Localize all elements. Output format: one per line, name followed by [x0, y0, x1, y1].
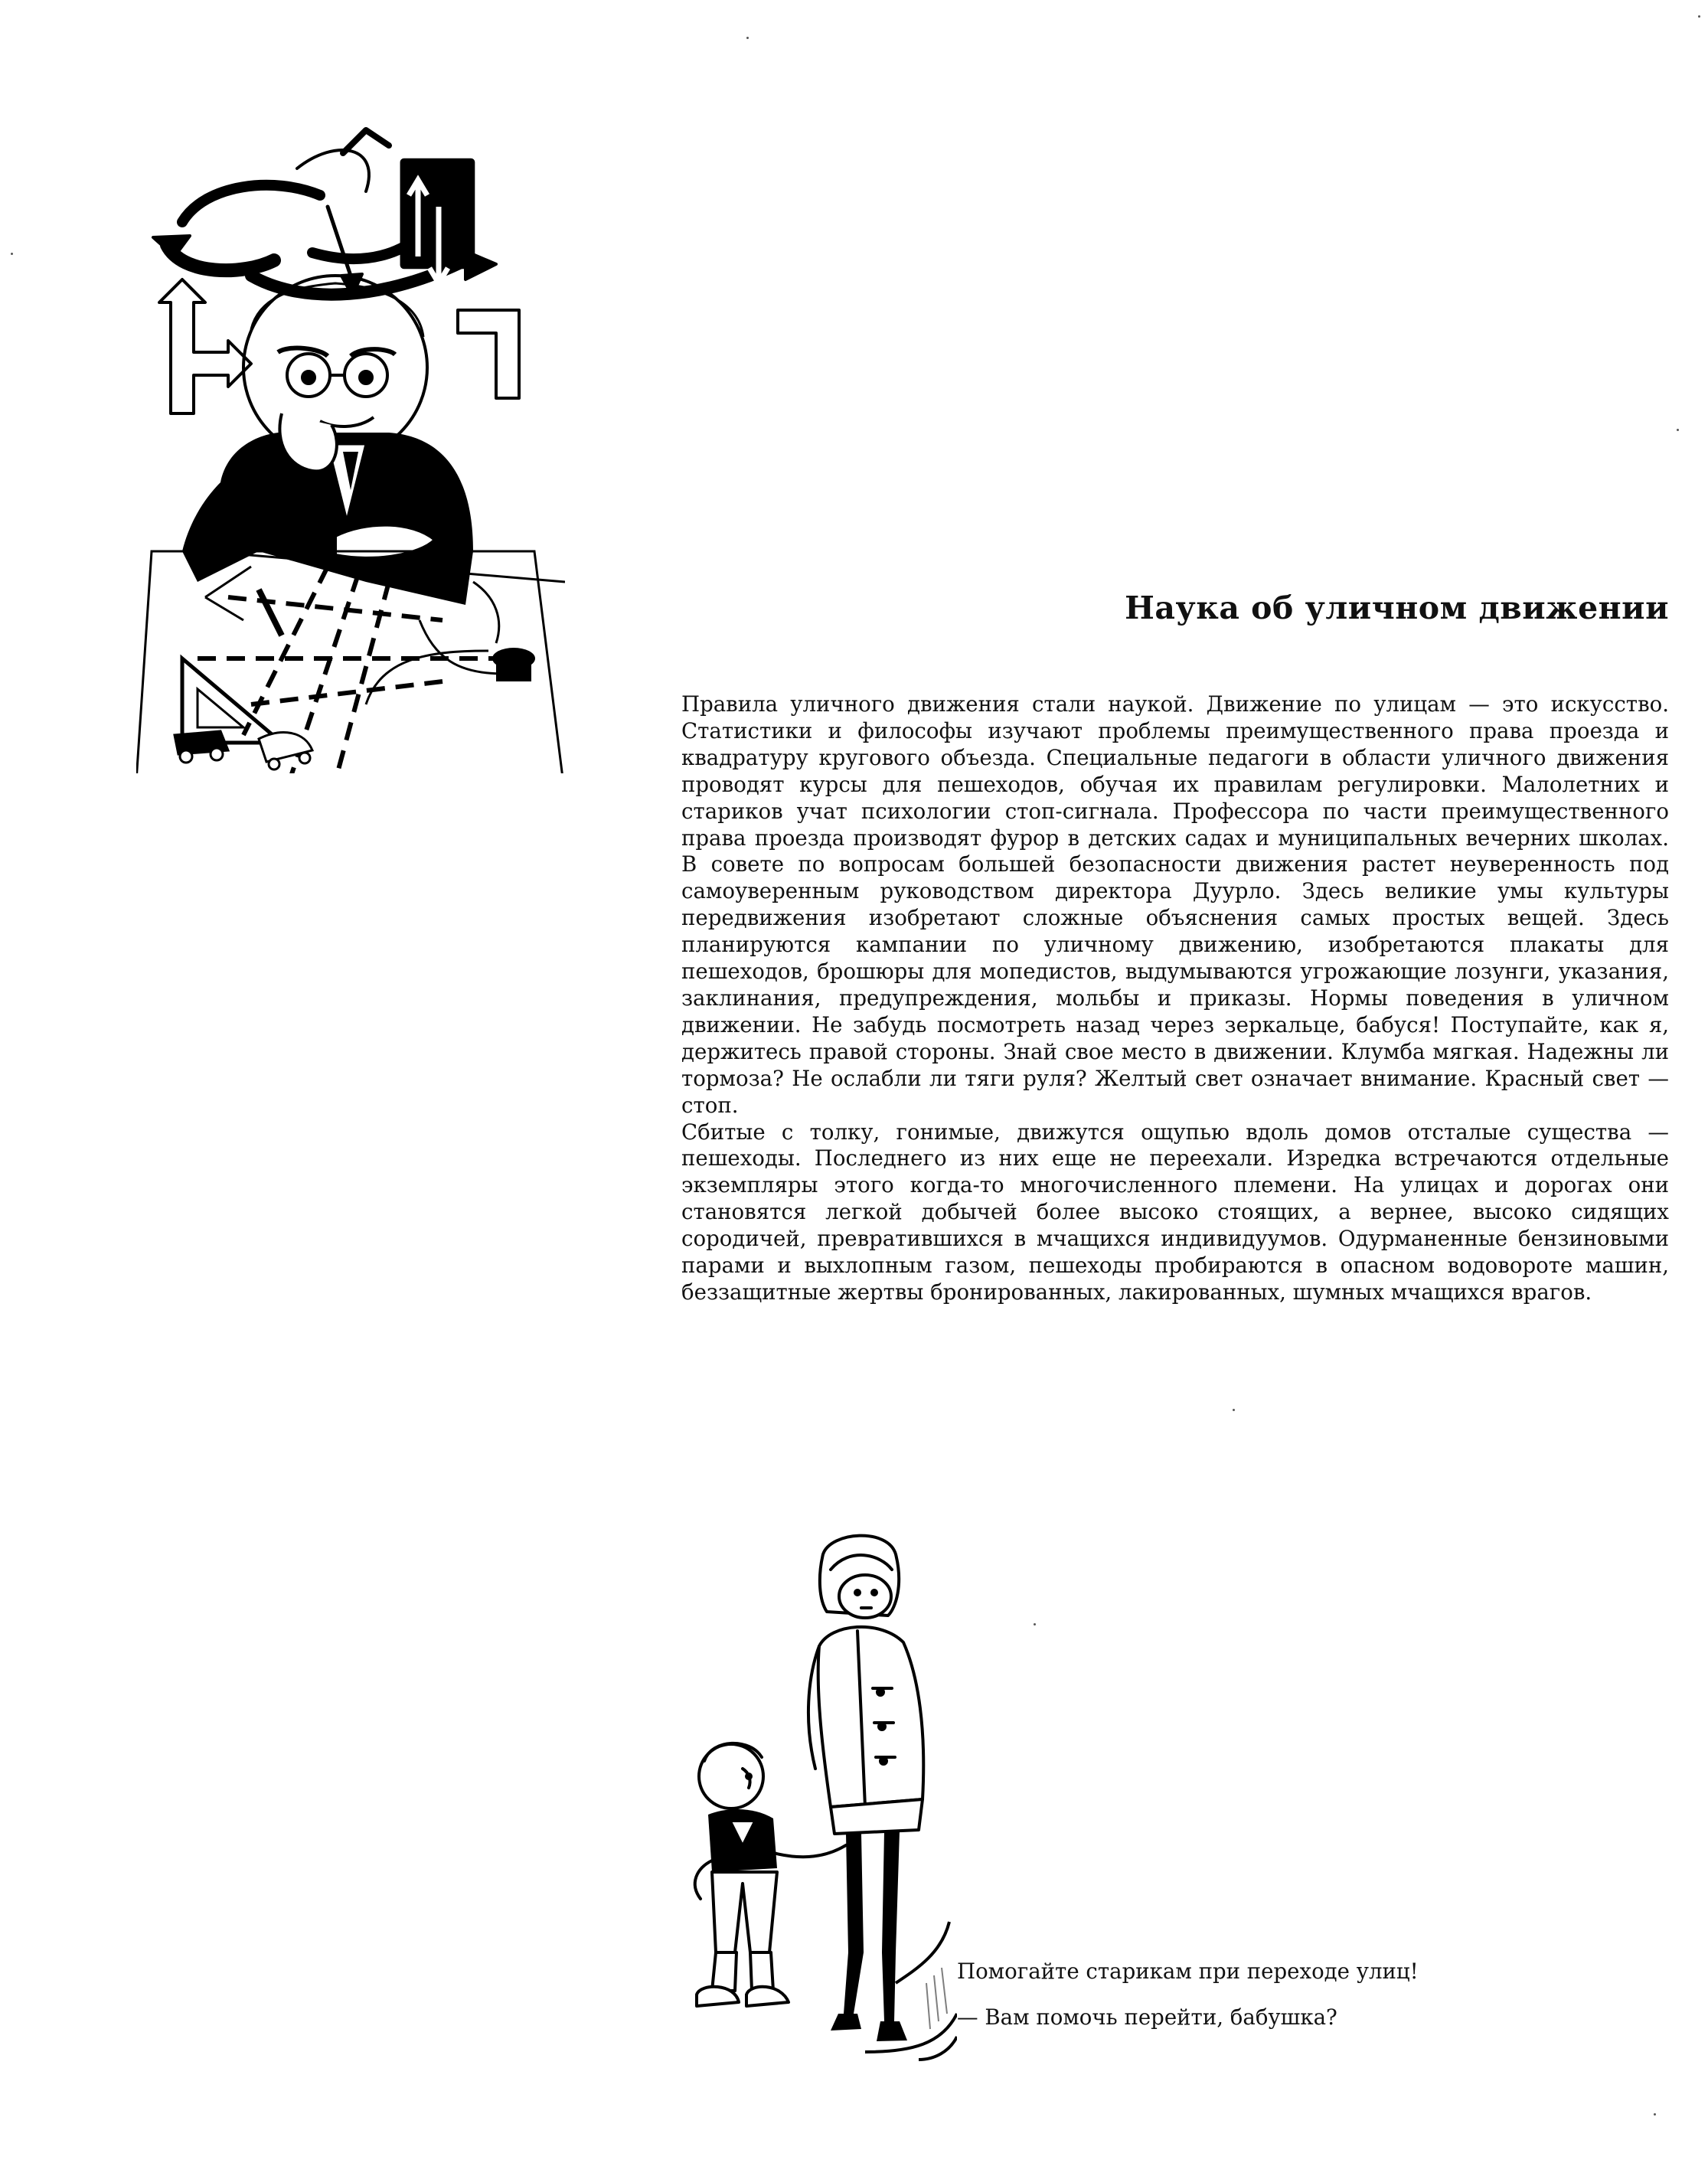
print-speck — [1654, 2113, 1656, 2116]
article-body — [681, 691, 1669, 1306]
print-speck — [1233, 1409, 1235, 1411]
boy-and-woman-illustration — [666, 1524, 957, 2090]
print-speck — [1677, 429, 1679, 431]
print-speck — [11, 253, 13, 255]
illustration-caption — [957, 1958, 1432, 2050]
article-paragraph: Правила уличного движения стали наукой. Движение по улицам — это искусство. Статистики и философы изучают проблемы преимущественного права проезда и квадратуру кругового объезда. Специальные педагоги в области уличного движения проводят курсы для пешеходов, обучая их правилам регулировки. Малолетних и стариков учат психологии стоп-сигнала. Профессора по части преимущественного права проезда производят фурор в детских садах и муниципальных вечерних школах. В совете по вопросам большей безопасности движения растет неуверенность под самоуверенным руководством директора Дуурло. Здесь великие умы культуры передвижения изобретают сложные объяснения самых простых вещей. Здесь планируются кампании по уличному движению, изобретаются плакаты для пешеходов, брошюры для мопедистов, выдумываются угрожающие лозунги, указания, заклинания, предупреждения, мольбы и приказы. Нормы поведения в уличном движении. Не забудь посмотреть назад через зеркальце, бабуся! Поступайте, как я, держитесь правой стороны. Знай свое место в движении. Клумба мягкая. Надежны ли тормоза? Не ослабли ли тяги руля? Желтый свет означает внимание. Красный свет — стоп. — [681, 691, 1669, 1118]
caption-line: Помогайте старикам при переходе улиц! — [957, 1959, 1419, 1984]
print-speck — [1698, 15, 1700, 18]
article-paragraph: Сбитые с толку, гонимые, движутся ощупью вдоль домов отсталые существа — пешеходы. Последнего из них еще не переехали. Изредка встречаются отдельные экземпляры этого когда-то многочисленного племени. На улицах и дорогах они становятся легкой добычей более высоко стоящих, а вернее, высоко сидящих сородичей, превратившихся в мчащихся индивидуумов. Одурманенные бензиновыми парами и выхлопным газом, пешеходы пробираются в опасном водовороте машин, беззащитные жертвы бронированных, лакированных, шумных мчащихся врагов. — [681, 1119, 1669, 1305]
print-speck — [746, 37, 749, 39]
caption-line: — Вам помочь перейти, бабушка? — [957, 2004, 1337, 2030]
professor-traffic-illustration — [136, 123, 565, 773]
article-title: Наука об уличном движении — [1125, 590, 1669, 626]
print-speck — [1034, 1623, 1036, 1625]
